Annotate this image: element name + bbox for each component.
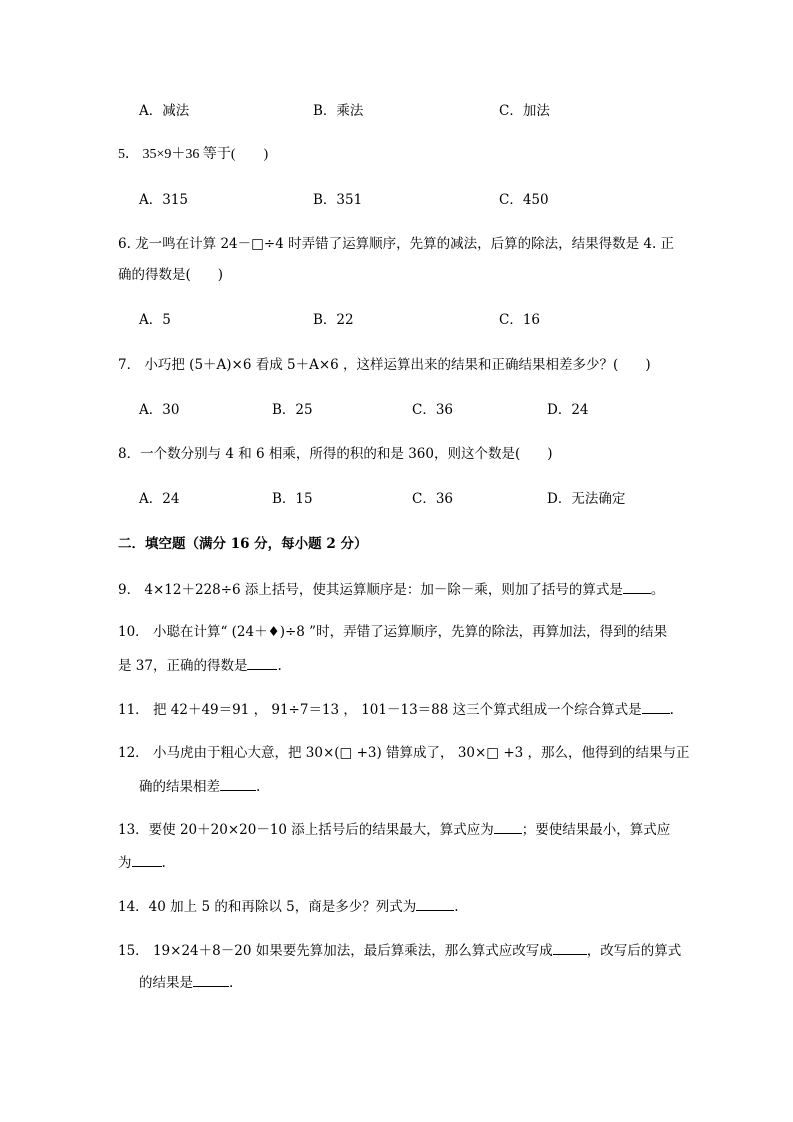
q7-option-c: C．36 [412,402,454,418]
q10-text: 是 37，正确的得数是 [118,658,248,674]
q12-answer-blank[interactable] [220,776,256,791]
q15-stem-line2 [139,972,233,993]
q7-stem: 7． 小巧把 (5＋A)×6 看成 5＋A×6 ，这样运算出来的结果和正确结果相差多少？( ) [118,357,651,373]
q11-stem [118,699,674,720]
q12-stem-line1: 12． 小马虎由于粗心大意，把 30×(□ +3) 错算成了， 30×□ +3 ，那么，他得到的结果与正 [118,745,690,761]
q10-answer-blank[interactable] [247,655,277,670]
q9-end: 。 [650,582,665,598]
q15-answer-blank-result[interactable] [193,972,229,987]
q13-text-a: 13．要使 20＋20×20－10 添上括号后的结果最大，算式应为 [118,822,494,838]
q5-option-b: B．351 [313,192,363,208]
q8-stem: 8．一个数分别与 4 和 6 相乘，所得的积的和是 360，则这个数是( ) [118,446,553,462]
q6-option-c: C．16 [499,312,541,328]
q10-stem-line2 [118,655,282,676]
q7-option-b: B．25 [272,402,313,418]
q13-answer-blank-max[interactable] [494,819,522,834]
q11-end: . [669,702,674,718]
q5-option-a: A．315 [139,192,189,208]
q15-answer-blank-expr[interactable] [553,940,587,955]
q15-text-a: 15． 19×24＋8－20 如果要先算加法，最后算乘法，那么算式应改写成 [118,943,553,959]
q4-option-c: C．加法 [499,103,550,119]
q8-option-d: D．无法确定 [547,491,626,507]
q11-text: 11． 把 42＋49＝91 ， 91÷7＝13 ， 101－13＝88 这三个算式组成一个综合算式是 [118,702,642,718]
q9-text: 9． 4×12＋228÷6 添上括号，使其运算顺序是：加－除－乘，则加了括号的算式是 [118,582,623,598]
q8-option-c: C．36 [412,491,454,507]
q13-stem-line1 [118,819,670,840]
q12-stem-line2 [139,776,260,797]
q6-option-a: A．5 [139,312,171,328]
q5-stem: 5． 35×9＋36 等于( ) [118,147,269,162]
q15-stem-line1 [118,940,681,961]
q13-stem-line2 [118,852,166,873]
q4-option-b: B．乘法 [313,103,364,119]
q13-text-c: 为 [118,855,132,871]
q12-text: 确的结果相差 [139,779,220,795]
q15-text-b: ，改写后的算式 [586,943,682,959]
q8-option-b: B．15 [272,491,313,507]
q13-end: . [161,855,166,871]
q8-option-a: A．24 [139,491,180,507]
q9-answer-blank[interactable] [623,579,651,594]
q5-option-c: C．450 [499,192,549,208]
q4-option-a: A．减法 [139,103,190,119]
q10-end: . [277,658,282,674]
q6-stem-line2: 确的得数是( ) [118,267,224,283]
q14-answer-blank[interactable] [416,896,454,911]
q14-end: . [454,899,459,915]
q12-end: . [256,779,261,795]
q10-stem-line1: 10． 小聪在计算“ (24＋♦)÷8 ”时，弄错了运算顺序，先算的除法，再算加法，得到的结果 [118,624,668,640]
q15-text-c: 的结果是 [139,975,193,991]
q6-stem-line1: 6. 龙一鸣在计算 24－□÷4 时弄错了运算顺序，先算的减法，后算的除法，结果得数是 4. 正 [118,236,675,252]
q7-option-d: D．24 [547,402,589,418]
q13-answer-blank-min[interactable] [132,852,162,867]
q13-text-b: ；要使结果最小，算式应 [521,822,671,838]
q9-stem [118,579,664,600]
q11-answer-blank[interactable] [642,699,670,714]
q7-option-a: A．30 [139,402,180,418]
q14-text: 14．40 加上 5 的和再除以 5，商是多少？列式为 [118,899,417,915]
section-heading: 二．填空题（满分 16 分，每小题 2 分） [118,536,368,552]
q15-end: . [229,975,234,991]
q14-stem [118,896,459,917]
q6-option-b: B．22 [313,312,354,328]
